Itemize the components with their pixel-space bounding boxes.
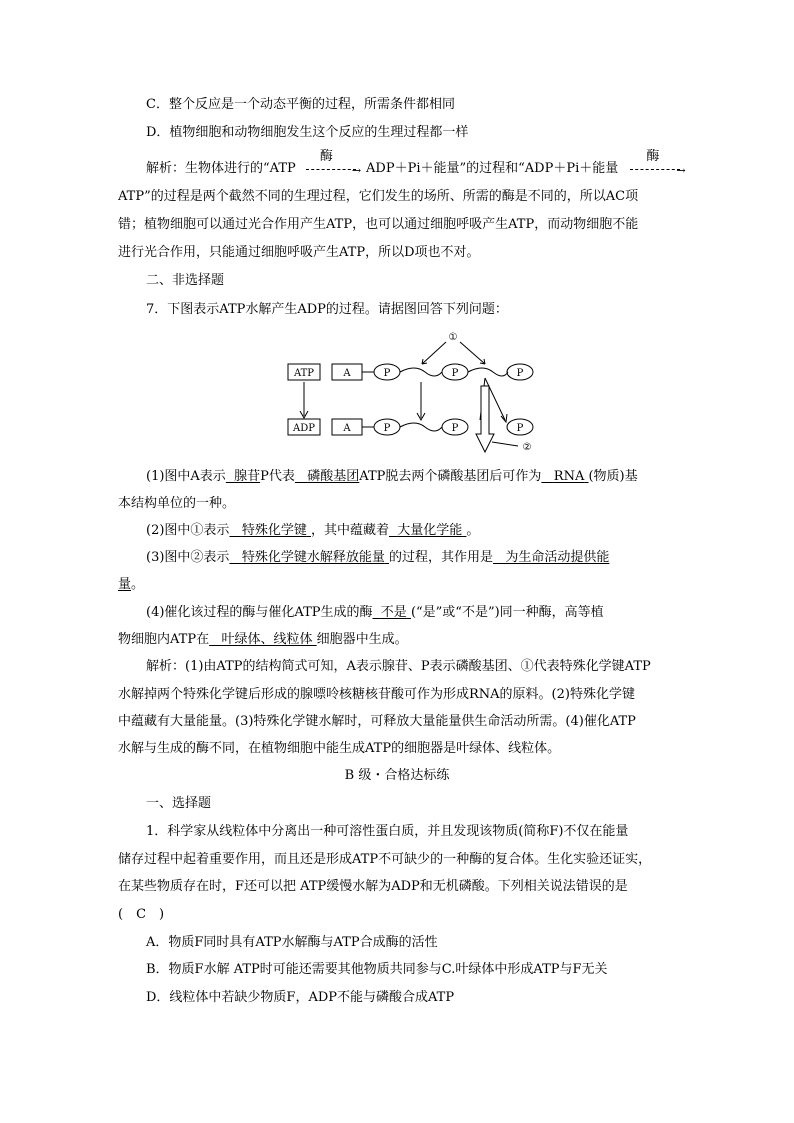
answer-rna — [541, 469, 588, 484]
q7-part4-line2 — [118, 630, 408, 650]
p-label-bottom-1: P — [383, 423, 391, 434]
p-label-bottom-2: P — [451, 423, 459, 434]
question-1-option-a: A．物质F同时具有ATP水解酶与ATP合成酶的活性 — [146, 935, 438, 950]
pointer-2 — [492, 442, 518, 446]
analysis1-line2: ATP”的过程是两个截然不同的生理过程，它们发生的场所、所需的酶是不同的，所以AC项 — [118, 189, 639, 204]
analysis2-line1: 解析：(1)由ATP的结构简式可知，A表示腺苷、P表示磷酸基团、①代表特殊化学键ATP — [146, 659, 651, 674]
q7-3-mid: 的过程，其作用是 — [388, 550, 493, 565]
answer-chemical-energy — [389, 523, 466, 538]
q7-4-line2-pre: 物细胞内ATP在 — [118, 632, 210, 647]
analysis1-pre: 解析：生物体进行的“ATP — [146, 161, 296, 176]
analysis1-mid: ADP＋Pi＋能量”的过程和“ADP＋Pi＋能量 — [366, 161, 619, 176]
analysis1-line4: 进行光合作用，只能通过细胞呼吸产生ATP，所以D项也不对。 — [118, 245, 480, 260]
answer-not-same-text: 不是 — [380, 605, 407, 620]
q7-part1-line2: 本结构单位的一种。 — [118, 496, 236, 511]
pointer-1a — [422, 342, 446, 364]
analysis2-line4: 水解与生成的酶不同，在植物细胞中能生成ATP的细胞器是叶绿体、线粒体。 — [118, 741, 561, 756]
answer-function-text-2: 量 — [118, 577, 132, 592]
adp-label: ADP — [293, 423, 315, 434]
arrow-shaft — [630, 169, 680, 170]
high-energy-bond-bottom — [400, 423, 442, 431]
q7-2-post: 。 — [466, 523, 480, 538]
question-1-answer: ( C ) — [118, 907, 165, 922]
option-d: D．植物细胞和动物细胞发生这个反应的生理过程都一样 — [146, 125, 469, 140]
question-1-line2: 储存过程中起着重要作用，而且还是形成ATP不可缺少的一种酶的复合体。生化实验还证实， — [118, 852, 652, 867]
p-label-top-2: P — [451, 368, 459, 379]
answer-not-same — [373, 605, 411, 620]
answer-phosphate-text: 磷酸基团 — [307, 469, 360, 484]
energy-release-arrow-icon — [476, 386, 494, 452]
question-7: 7．下图表示ATP水解产生ADP的过程。请据图回答下列问题： — [146, 302, 508, 317]
answer-organelles-text: 叶绿体、线粒体 — [221, 632, 313, 647]
analysis1-line3: 错；植物细胞可以通过光合作用产生ATP，也可以通过细胞呼吸产生ATP，而动物细胞不能 — [118, 217, 639, 232]
q7-3-post: 。 — [131, 577, 145, 592]
section-heading-2: 二、非选择题 — [146, 273, 225, 288]
answer-adenosine — [226, 469, 260, 484]
p-label-top-1: P — [383, 368, 391, 379]
a-label-top: A — [343, 368, 351, 379]
answer-special-bond-text: 特殊化学键 — [241, 523, 307, 538]
question-1-option-d: D．线粒体中若缺少物质F，ADP不能与磷酸合成ATP — [146, 990, 455, 1005]
enzyme-label-2: 酶 — [646, 149, 660, 164]
q7-part2 — [146, 521, 479, 541]
section-heading-1: 一、选择题 — [146, 796, 212, 811]
enzyme-label-1: 酶 — [319, 149, 333, 164]
q7-1-mid1: P代表 — [260, 469, 295, 484]
mark-2: ② — [522, 442, 532, 453]
q7-2-mid: ，其中蕴藏着 — [310, 523, 389, 538]
q7-part4 — [146, 603, 604, 623]
atp-hydrolysis-diagram — [280, 330, 540, 458]
answer-phosphate — [295, 469, 359, 484]
q7-1-post: (物质)基 — [588, 469, 638, 484]
a-label-bottom: A — [343, 423, 351, 434]
answer-function-text: 为生命活动提供能 — [505, 550, 610, 565]
question-1-line1: 1．科学家从线粒体中分离出一种可溶性蛋白质，并且发现该物质(简称F)不仅在能量 — [146, 824, 629, 839]
q7-3-pre: (3)图中②表示 — [146, 550, 230, 565]
answer-rna-text: RNA — [553, 469, 585, 484]
analysis2-line2: 水解掉两个特殊化学键后形成的腺嘌呤核糖核苷酸可作为形成RNA的原料。(2)特殊化学键 — [118, 687, 635, 702]
question-1-line3: 在某些物质存在时，F还可以把 ATP缓慢水解为ADP和无机磷酸。下列相关说法错误的是 — [118, 879, 628, 894]
enzyme-arrow-1 — [300, 149, 362, 179]
q7-part3 — [146, 548, 609, 568]
q7-4-pre: (4)催化该过程的酶与催化ATP生成的酶 — [146, 605, 373, 620]
answer-chemical-energy-text: 大量化学能 — [397, 523, 463, 538]
high-energy-bond-top-1 — [400, 368, 442, 376]
answer-adenosine-text: 腺苷 — [234, 469, 261, 484]
arrow-head-icon: → — [676, 164, 686, 177]
q7-1-mid2: ATP脱去两个磷酸基团后可作为 — [359, 469, 542, 484]
pointer-1b — [460, 342, 485, 364]
q7-4-post: (“是”或“不是”)同一种酶，高等植 — [410, 605, 604, 620]
q7-part3-line2 — [118, 575, 144, 595]
answer-hydrolysis-text: 特殊化学键水解释放能量 — [241, 550, 385, 565]
arrow-shaft — [306, 169, 356, 170]
p-label-top-3: P — [516, 368, 524, 379]
q7-4-line2-post: 细胞器中生成。 — [316, 632, 408, 647]
p-label-released: P — [516, 423, 524, 434]
analysis1-line1 — [146, 149, 686, 179]
answer-organelles — [209, 632, 317, 647]
option-c: C．整个反应是一个动态平衡的过程，所需条件都相同 — [146, 97, 455, 112]
level-b-heading: B 级・合格达标练 — [344, 768, 450, 783]
q7-1-pre: (1)图中A表示 — [146, 469, 226, 484]
atp-label: ATP — [293, 368, 315, 379]
high-energy-bond-top-2 — [468, 368, 508, 376]
mark-1: ① — [448, 332, 458, 343]
q7-part1 — [146, 467, 638, 487]
analysis2-line3: 中蕴藏有大量能量。(3)特殊化学键水解时，可释放大量能量供生命活动所需。(4)催化ATP — [118, 714, 636, 729]
q7-2-pre: (2)图中①表示 — [146, 523, 230, 538]
answer-special-bond — [229, 523, 311, 538]
answer-function — [493, 550, 609, 565]
answer-hydrolysis — [229, 550, 389, 565]
enzyme-arrow-2 — [622, 149, 686, 179]
question-1-option-b: B．物质F水解 ATP时可能还需要其他物质共同参与C.叶绿体中形成ATP与F无关 — [146, 962, 608, 977]
arrow-head-icon: → — [351, 164, 362, 177]
